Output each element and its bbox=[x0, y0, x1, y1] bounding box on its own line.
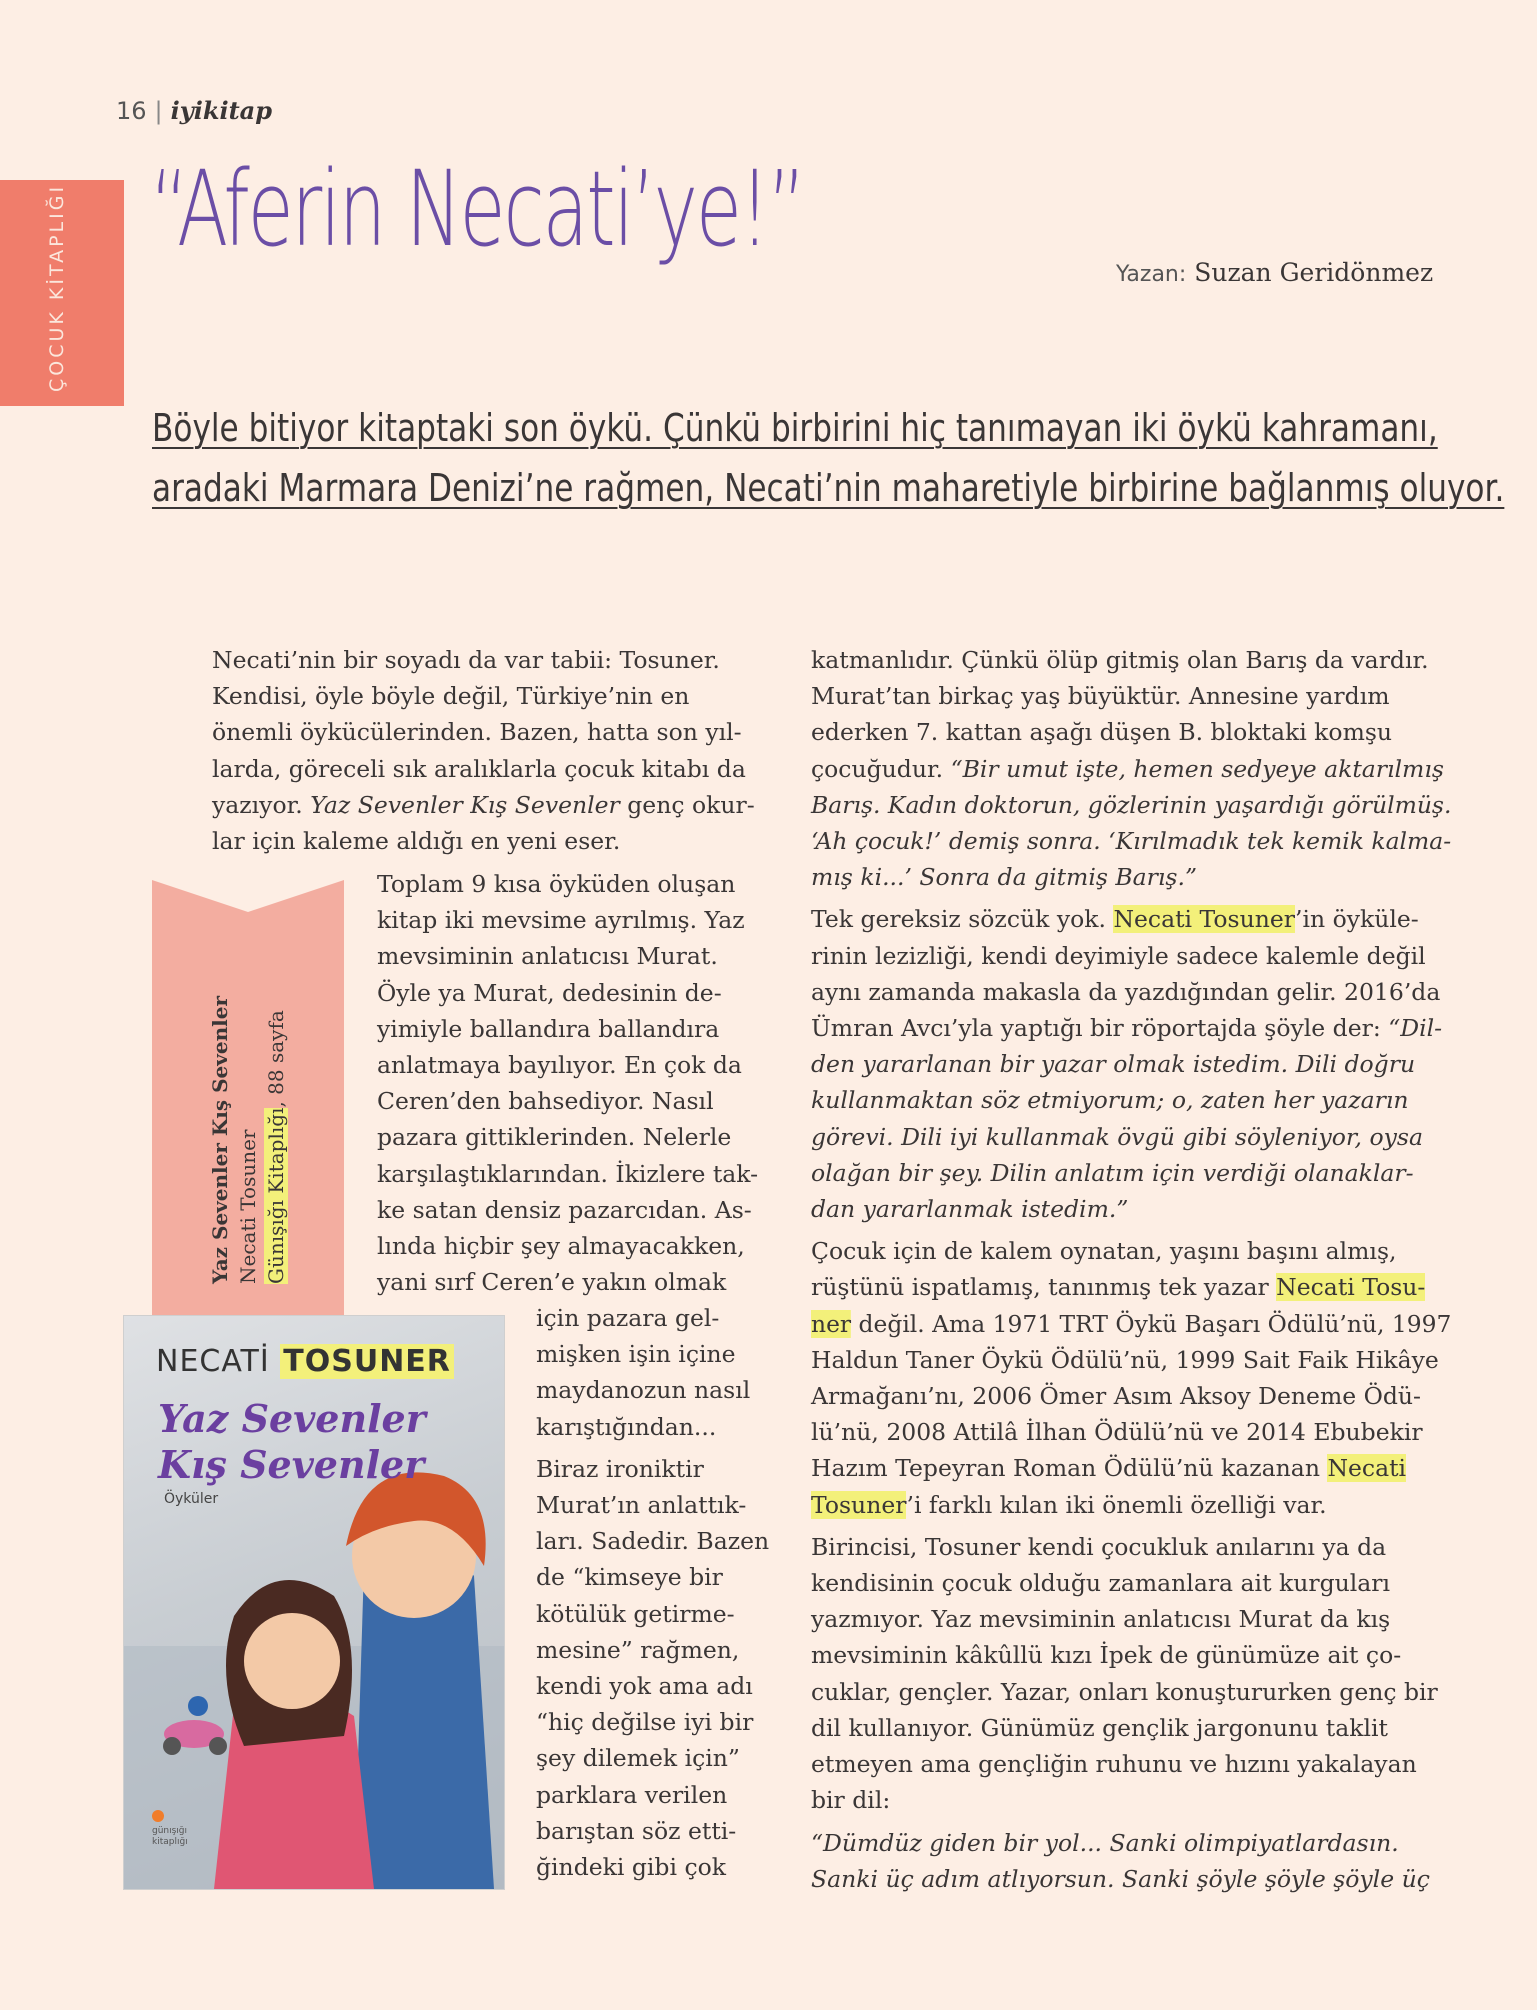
text-line: Murat’tan birkaç yaş büyüktür. Annesine yardım bbox=[811, 682, 1390, 711]
text-line: Necati’nin bir soyadı da var tabii: Tosuner. bbox=[212, 646, 720, 674]
text-line: Çocuk için de kalem oynatan, yaşını başını almış, bbox=[811, 1237, 1397, 1266]
text-run: Ümran Avcı’yla yaptığı bir röportajda şöyle der: bbox=[811, 1014, 1389, 1043]
text-line: karıştığından... bbox=[536, 1412, 717, 1441]
book-cover bbox=[124, 1316, 504, 1889]
quote-italic: mış ki...’ Sonra da gitmiş Barış.” bbox=[811, 863, 1197, 892]
text-line: parklara verilen bbox=[536, 1780, 728, 1809]
text-line: karşılaştıklarından. İkizlere tak- bbox=[377, 1159, 759, 1188]
magazine-logo: iyikitap bbox=[170, 96, 272, 125]
byline-label: Yazan: bbox=[1116, 262, 1187, 287]
quote-italic: den yararlanan bir yazar olmak istedim. Dili doğru bbox=[811, 1050, 1416, 1079]
cover-publisher-line: günışığı bbox=[152, 1826, 188, 1836]
cover-publisher-line: kitaplığı bbox=[152, 1837, 188, 1847]
cover-author-last: TOSUNER bbox=[280, 1344, 454, 1379]
text-line bbox=[811, 1450, 1454, 1486]
book-info-author: Necati Tosuner bbox=[236, 1129, 260, 1284]
text-line bbox=[212, 787, 755, 823]
column-3 bbox=[811, 642, 1454, 1897]
text-line: mişken işin içine bbox=[536, 1340, 736, 1369]
text-line: lar için kaleme aldığı en yeni eser. bbox=[212, 827, 621, 856]
text-line bbox=[811, 859, 1454, 895]
text-line: Öyle ya Murat, dedesinin de- bbox=[377, 978, 722, 1007]
text-line: yani sırf Ceren’e yakın olmak bbox=[377, 1268, 727, 1297]
text-line: ları. Sadedir. Bazen bbox=[536, 1527, 770, 1556]
text-line bbox=[811, 1155, 1454, 1191]
cover-subtitle: Öyküler bbox=[164, 1491, 219, 1507]
highlighted-name: Necati Tosuner bbox=[1113, 905, 1295, 934]
text-line: Murat’ın anlattık- bbox=[536, 1491, 747, 1520]
text-line: Biraz ironiktir bbox=[536, 1454, 704, 1483]
text-line: lında hiçbir şey almayacakken, bbox=[377, 1232, 745, 1261]
text-run: ’in öyküle- bbox=[1294, 905, 1419, 934]
text-line: Kendisi, öyle böyle değil, Türkiye’nin en bbox=[212, 682, 690, 711]
quote-italic: ‘Ah çocuk!’ demiş sonra. ‘Kırılmadık tek kemik kalma- bbox=[811, 827, 1452, 856]
text-line bbox=[811, 787, 1453, 823]
quote-italic: olağan bir şey. Dilin anlatım için verdiği olanaklar- bbox=[811, 1158, 1414, 1187]
publisher-logo-dot bbox=[152, 1810, 164, 1822]
quote-italic: kullanmaktan söz etmiyorum; o, zaten her yazarın bbox=[811, 1086, 1409, 1115]
page-header bbox=[116, 96, 272, 125]
byline bbox=[1116, 258, 1433, 287]
highlighted-name: Necati bbox=[1327, 1454, 1407, 1483]
text-line: Ceren’den bahsediyor. Nasıl bbox=[377, 1087, 714, 1116]
text-line: mesine” rağmen, bbox=[536, 1635, 740, 1664]
cover-title-line: Yaz Sevenler bbox=[158, 1396, 426, 1441]
text-line: kitap iki mevsime ayrılmış. Yaz bbox=[377, 906, 745, 935]
text-line bbox=[811, 823, 1452, 859]
text-line: ke satan densiz pazarcıdan. As- bbox=[377, 1195, 752, 1224]
text-run: Tek gereksiz sözcük yok. bbox=[811, 905, 1114, 934]
text-line: ğindeki gibi çok bbox=[536, 1853, 727, 1882]
text-line bbox=[811, 1487, 1454, 1523]
text-line bbox=[811, 901, 1454, 937]
highlighted-name: Necati Tosu- bbox=[1276, 1273, 1426, 1302]
text-line: anlatmaya bayılıyor. En çok da bbox=[377, 1051, 742, 1080]
text-line: maydanozun nasıl bbox=[536, 1376, 751, 1405]
quote-italic: görevi. Dili iyi kullanmak övgü gibi söyleniyor, oysa bbox=[811, 1122, 1423, 1151]
header-separator: | bbox=[154, 97, 163, 125]
column-2-lower bbox=[536, 1300, 769, 1885]
text-line bbox=[811, 1082, 1454, 1118]
text-line: için pazara gel- bbox=[536, 1304, 720, 1332]
text-line: kendi yok ama adı bbox=[536, 1672, 753, 1701]
text-line: aynı zamanda makasla da yazdığından gelir. 2016’da bbox=[811, 977, 1441, 1006]
text-line: yimiyle ballandıra ballandıra bbox=[377, 1014, 720, 1043]
cover-author bbox=[156, 1344, 454, 1379]
text-line: “hiç değilse iyi bir bbox=[536, 1708, 754, 1737]
text-line: kendisinin çocuk olduğu zamanlara ait kurguları bbox=[811, 1569, 1391, 1598]
text-line: Haldun Taner Öykü Ödülü’nü, 1999 Sait Faik Hikâye bbox=[811, 1345, 1439, 1374]
cover-title-line: Kış Sevenler bbox=[158, 1442, 425, 1487]
text-line bbox=[811, 1119, 1454, 1155]
book-info-publisher-line bbox=[262, 996, 290, 1284]
text-line: şey dilemek için” bbox=[536, 1744, 740, 1773]
text-line: Armağanı’nı, 2006 Ömer Asım Aksoy Deneme Ödü- bbox=[811, 1382, 1422, 1411]
text-line: larda, göreceli sık aralıklarla çocuk kitabı da bbox=[212, 754, 746, 783]
text-line: pazara gittiklerinden. Nelerle bbox=[377, 1123, 732, 1152]
text-line: mevsiminin anlatıcısı Murat. bbox=[377, 942, 718, 971]
highlighted-name: ner bbox=[811, 1309, 852, 1338]
text-line bbox=[811, 1861, 1454, 1897]
text-line: bir dil: bbox=[811, 1786, 891, 1815]
section-tab bbox=[0, 180, 124, 406]
text-line: de “kimseye bir bbox=[536, 1563, 723, 1592]
text-line: Toplam 9 kısa öyküden oluşan bbox=[377, 870, 736, 898]
text-line: önemli öykücülerinden. Bazen, hatta son yıl- bbox=[212, 718, 742, 747]
text-run: genç okur- bbox=[619, 790, 755, 819]
text-line: Birincisi, Tosuner kendi çocukluk anılarını ya da bbox=[811, 1532, 1387, 1561]
lead-line: aradaki Marmara Denizi’ne rağmen, Necati’nin maharetiyle birbirine bağlanmış oluyor. bbox=[152, 466, 1505, 510]
text-line: yazmıyor. Yaz mevsiminin anlatıcısı Murat da kış bbox=[811, 1605, 1391, 1634]
text-line: kötülük getirme- bbox=[536, 1599, 735, 1628]
text-line: katmanlıdır. Çünkü ölüp gitmiş olan Barış da vardır. bbox=[811, 646, 1429, 674]
lead-line: Böyle bitiyor kitaptaki son öykü. Çünkü birbirini hiç tanımayan iki öykü kahramanı, bbox=[152, 406, 1438, 450]
column-1 bbox=[212, 642, 755, 859]
cover-publisher bbox=[152, 1826, 188, 1848]
book-info-title: Yaz Sevenler Kış Sevenler bbox=[208, 996, 232, 1284]
text-line bbox=[811, 1191, 1454, 1227]
text-run: çocuğudur. bbox=[811, 754, 951, 783]
quote-italic: “Dil- bbox=[1388, 1014, 1443, 1043]
book-title-italic: Yaz Sevenler Kış Sevenler bbox=[310, 790, 620, 819]
text-line bbox=[811, 1010, 1454, 1046]
quote-italic: Sanki üç adım atlıyorsun. Sanki şöyle şöyle şöyle üç bbox=[811, 1864, 1430, 1893]
text-run: rüştünü ispatlamış, tanınmış tek yazar bbox=[811, 1273, 1277, 1302]
text-run: ’i farklı kılan iki önemli özelliği var. bbox=[906, 1490, 1327, 1519]
text-line: rinin lezizliği, kendi deyimiyle sadece kalemle değil bbox=[811, 941, 1426, 970]
highlighted-name: Tosuner bbox=[811, 1490, 907, 1519]
book-info-pages: , 88 sayfa bbox=[264, 1010, 288, 1108]
text-line bbox=[811, 1046, 1454, 1082]
section-tab-label: ÇOCUK KİTAPLIĞI bbox=[46, 183, 68, 392]
book-info-publisher: Günışığı Kitaplığı bbox=[264, 1107, 288, 1284]
lead-paragraph bbox=[152, 398, 1505, 518]
cover-title bbox=[158, 1396, 426, 1488]
text-line bbox=[811, 751, 1454, 787]
text-line: mevsiminin kâkûllü kızı İpek de günümüze ait ço- bbox=[811, 1641, 1402, 1670]
text-line: etmeyen ama gençliğin ruhunu ve hızını yakalayan bbox=[811, 1750, 1417, 1779]
text-run: Hazım Tepeyran Roman Ödülü’nü kazanan bbox=[811, 1454, 1328, 1483]
text-run: yazıyor. bbox=[212, 790, 311, 819]
quote-italic: dan yararlanmak istedim.” bbox=[811, 1195, 1129, 1224]
text-line: dil kullanıyor. Günümüz gençlik jargonunu taklit bbox=[811, 1713, 1388, 1742]
text-line bbox=[811, 1269, 1454, 1305]
text-line bbox=[811, 1306, 1451, 1342]
text-run: değil. Ama 1971 TRT Öykü Başarı Ödülü’nü, 1997 bbox=[851, 1309, 1452, 1338]
text-line: ederken 7. kattan aşağı düşen B. bloktaki komşu bbox=[811, 718, 1393, 747]
book-info bbox=[206, 996, 290, 1284]
byline-author: Suzan Geridönmez bbox=[1194, 258, 1434, 287]
text-line bbox=[811, 1825, 1454, 1861]
quote-italic: “Bir umut işte, hemen sedyeye aktarılmış bbox=[950, 754, 1444, 783]
cover-author-first: NECATİ bbox=[156, 1344, 270, 1379]
text-line: barıştan söz etti- bbox=[536, 1816, 737, 1845]
text-line: cuklar, gençler. Yazar, onları konuştururken genç bir bbox=[811, 1677, 1438, 1706]
quote-italic: “Dümdüz giden bir yol... Sanki olimpiyatlardasın. bbox=[811, 1828, 1399, 1857]
page-number: 16 bbox=[116, 97, 147, 125]
article-title: “Aferin Necati’ye!” bbox=[150, 148, 805, 270]
column-2-upper bbox=[377, 866, 758, 1300]
quote-italic: Barış. Kadın doktorun, gözlerinin yaşardığı görülmüş. bbox=[811, 790, 1452, 819]
text-line: lü’nü, 2008 Attilâ İlhan Ödülü’nü ve 2014 Ebubekir bbox=[811, 1418, 1423, 1447]
